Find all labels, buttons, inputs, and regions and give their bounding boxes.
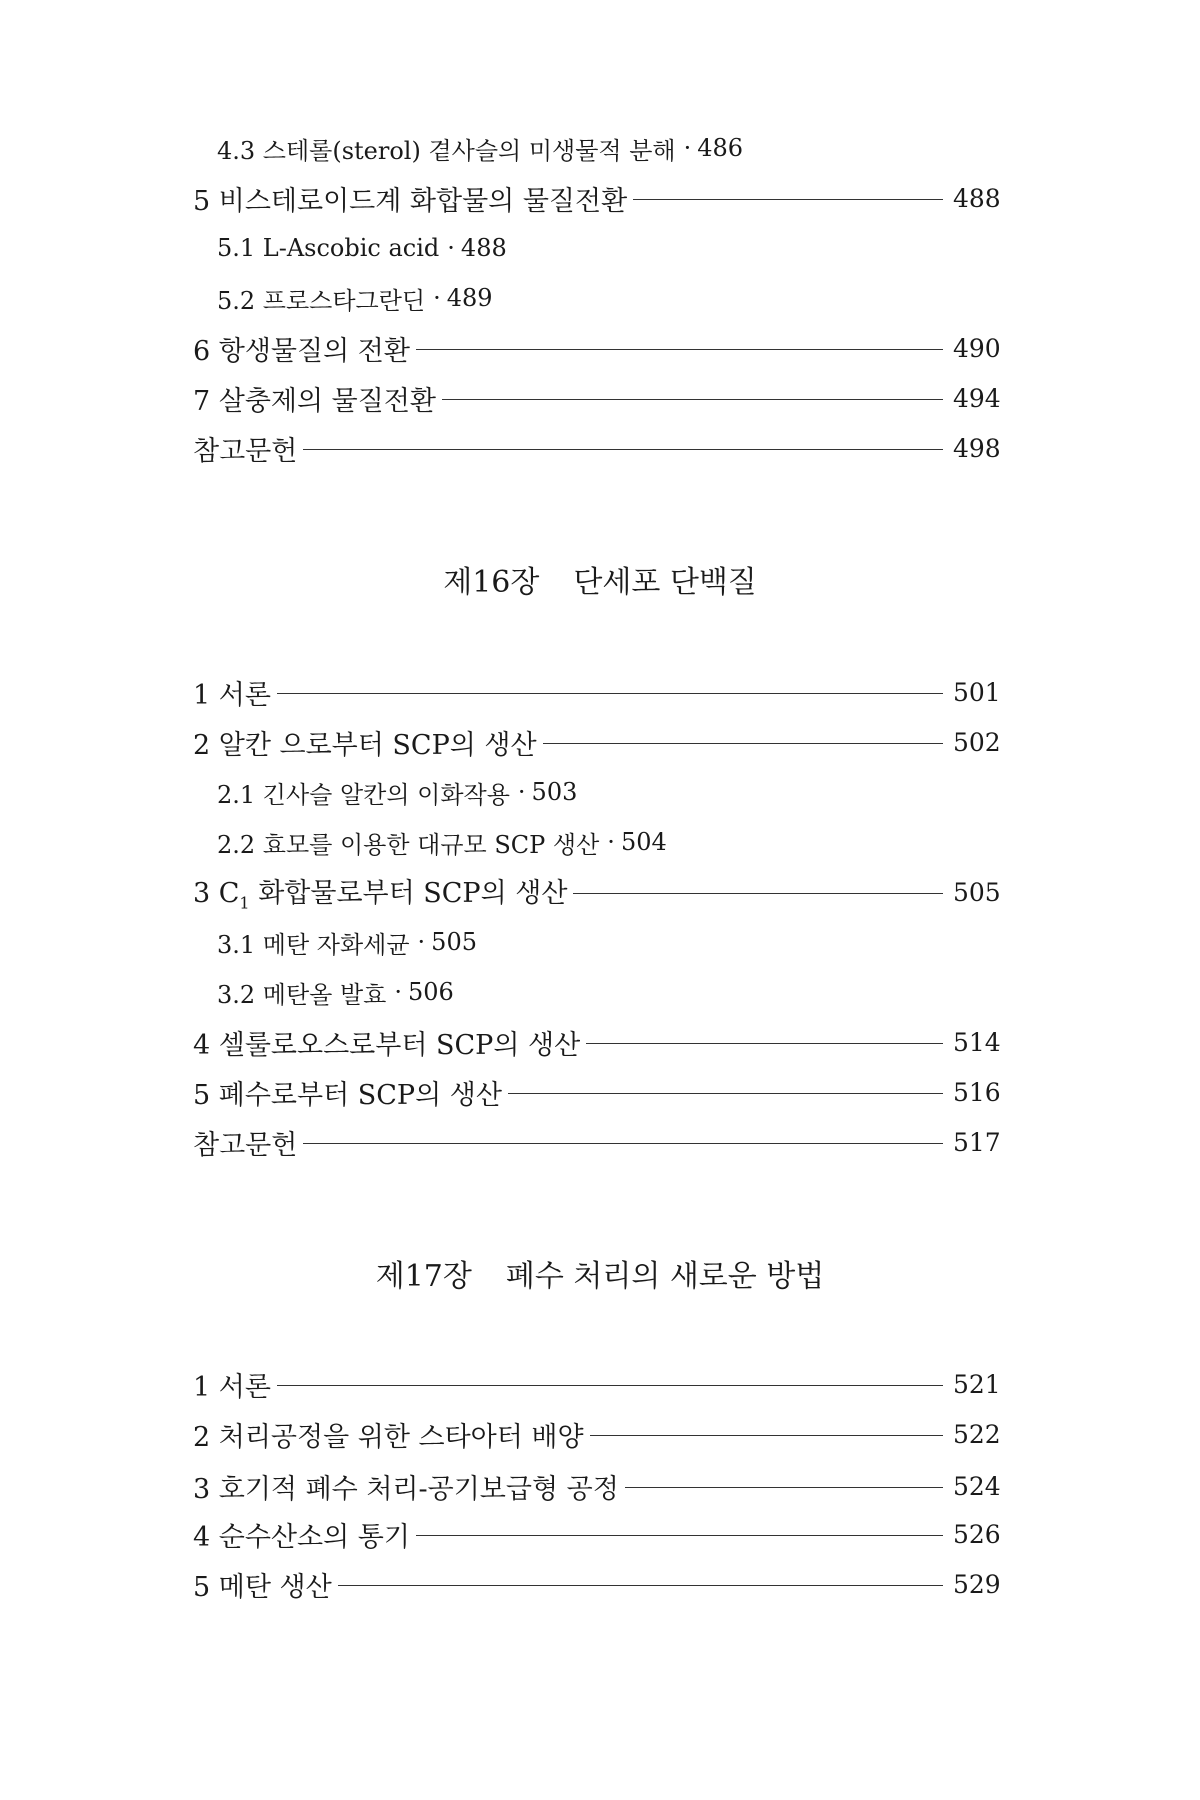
leader-line (586, 1043, 943, 1044)
leader-line (508, 1093, 943, 1094)
page-number: 521 (953, 1369, 1001, 1399)
entry-label: 6 항생물질의 전환 (193, 335, 410, 367)
entry-label: 5.1 L-Ascobic acid (217, 234, 440, 262)
page-number: 505 (431, 928, 477, 956)
page-number: 486 (697, 134, 744, 162)
toc-entry-1[interactable] (193, 1364, 1001, 1404)
entry-label: 7 살충제의 물질전환 (193, 385, 436, 417)
leader-line (442, 399, 943, 400)
entry-label: 4 순수산소의 통기 (193, 1521, 410, 1553)
toc-entry-5[interactable] (193, 1072, 1001, 1112)
toc-subentry-3-1[interactable] (217, 924, 477, 960)
separator-dot: · (417, 928, 426, 956)
leader-line (277, 693, 943, 694)
entry-label: 4 셀룰로오스로부터 SCP의 생산 (193, 1029, 581, 1061)
page-number: 505 (953, 877, 1001, 907)
toc-entry-7[interactable] (193, 378, 1001, 418)
entry-label: 5 폐수로부터 SCP의 생산 (193, 1079, 502, 1111)
toc-entry-1[interactable] (193, 672, 1001, 712)
page-number: 502 (953, 727, 1001, 757)
entry-label: 참고문헌 (193, 1129, 298, 1161)
leader-line (590, 1435, 943, 1436)
page-number: 503 (531, 778, 578, 806)
leader-line (303, 1143, 943, 1144)
separator-dot: · (607, 828, 615, 856)
toc-subentry-4-3[interactable] (217, 130, 743, 166)
separator-dot: · (517, 778, 526, 806)
entry-label: 1 서론 (193, 1371, 271, 1403)
entry-label: 1 서론 (193, 679, 271, 711)
chapter-number: 제16장 (443, 565, 540, 600)
page-number: 501 (953, 677, 1001, 707)
separator-dot: · (433, 284, 441, 312)
toc-entry-5[interactable] (193, 178, 1001, 218)
separator-dot: · (394, 978, 402, 1006)
leader-line (625, 1487, 943, 1488)
leader-line (543, 743, 943, 744)
entry-label: 5.2 프로스타그란딘 (217, 286, 426, 315)
toc-entry-3[interactable] (193, 1466, 1001, 1506)
page-number: 490 (953, 333, 1001, 363)
leader-line (416, 1535, 943, 1536)
page-number: 494 (953, 383, 1001, 413)
entry-label (193, 871, 567, 912)
leader-line (573, 893, 943, 894)
entry-label: 2.2 효모를 이용한 대규모 SCP 생산 (217, 830, 600, 859)
page-number: 506 (408, 978, 454, 1006)
toc-subentry-5-1[interactable] (217, 230, 507, 266)
page-number: 498 (953, 433, 1001, 463)
entry-label: 3.1 메탄 자화세균 (217, 930, 410, 959)
subscript: 1 (239, 893, 250, 913)
entry-label-suffix: 화합물로부터 SCP의 생산 (249, 878, 568, 910)
page-number: 516 (953, 1077, 1001, 1107)
toc-entry-references[interactable] (193, 428, 1001, 468)
page-number: 524 (953, 1471, 1001, 1501)
leader-line (338, 1585, 943, 1586)
entry-label: 3 호기적 폐수 처리-공기보급형 공정 (193, 1473, 619, 1505)
leader-line (303, 449, 943, 450)
chapter-17-heading (0, 1254, 1200, 1300)
toc-subentry-2-1[interactable] (217, 774, 577, 810)
page-number: 504 (620, 828, 667, 856)
page-number: 514 (953, 1027, 1001, 1057)
entry-label: 2 처리공정을 위한 스타아터 배양 (193, 1421, 584, 1453)
chapter-title: 단세포 단백질 (573, 565, 757, 600)
leader-line (416, 349, 943, 350)
page-number: 522 (953, 1419, 1001, 1449)
page-number: 526 (953, 1519, 1001, 1549)
page-number: 517 (953, 1127, 1001, 1157)
toc-subentry-3-2[interactable] (217, 974, 454, 1010)
entry-label: 참고문헌 (193, 435, 298, 467)
toc-subentry-2-2[interactable] (217, 824, 667, 860)
page-number: 488 (953, 183, 1001, 213)
leader-line (633, 199, 943, 200)
leader-line (277, 1385, 943, 1386)
toc-subentry-5-2[interactable] (217, 280, 493, 316)
toc-entry-2[interactable] (193, 1414, 1001, 1454)
page-number: 529 (953, 1569, 1001, 1599)
toc-entry-6[interactable] (193, 328, 1001, 368)
chapter-title: 폐수 처리의 새로운 방법 (505, 1259, 825, 1294)
separator-dot: · (683, 134, 692, 162)
toc-entry-4[interactable] (193, 1022, 1001, 1062)
entry-label: 5 메탄 생산 (193, 1571, 332, 1603)
page-number: 488 (460, 234, 507, 262)
entry-label: 2.1 긴사슬 알칸의 이화작용 (217, 780, 510, 809)
entry-label: 3.2 메탄올 발효 (217, 980, 387, 1009)
page-number: 489 (446, 284, 493, 312)
chapter-number: 제17장 (375, 1259, 472, 1294)
separator-dot: · (447, 234, 455, 262)
toc-entry-5[interactable] (193, 1564, 1001, 1604)
entry-label: 4.3 스테롤(sterol) 곁사슬의 미생물적 분해 (217, 136, 676, 165)
toc-entry-4[interactable] (193, 1514, 1001, 1554)
toc-entry-3[interactable] (193, 872, 1001, 913)
toc-entry-references[interactable] (193, 1122, 1001, 1162)
entry-label: 5 비스테로이드계 화합물의 물질전환 (193, 185, 628, 217)
toc-entry-2[interactable] (193, 722, 1001, 762)
chapter-16-heading (0, 560, 1200, 606)
entry-label: 2 알칸 으로부터 SCP의 생산 (193, 729, 537, 761)
entry-label-prefix: 3 C (193, 878, 240, 910)
